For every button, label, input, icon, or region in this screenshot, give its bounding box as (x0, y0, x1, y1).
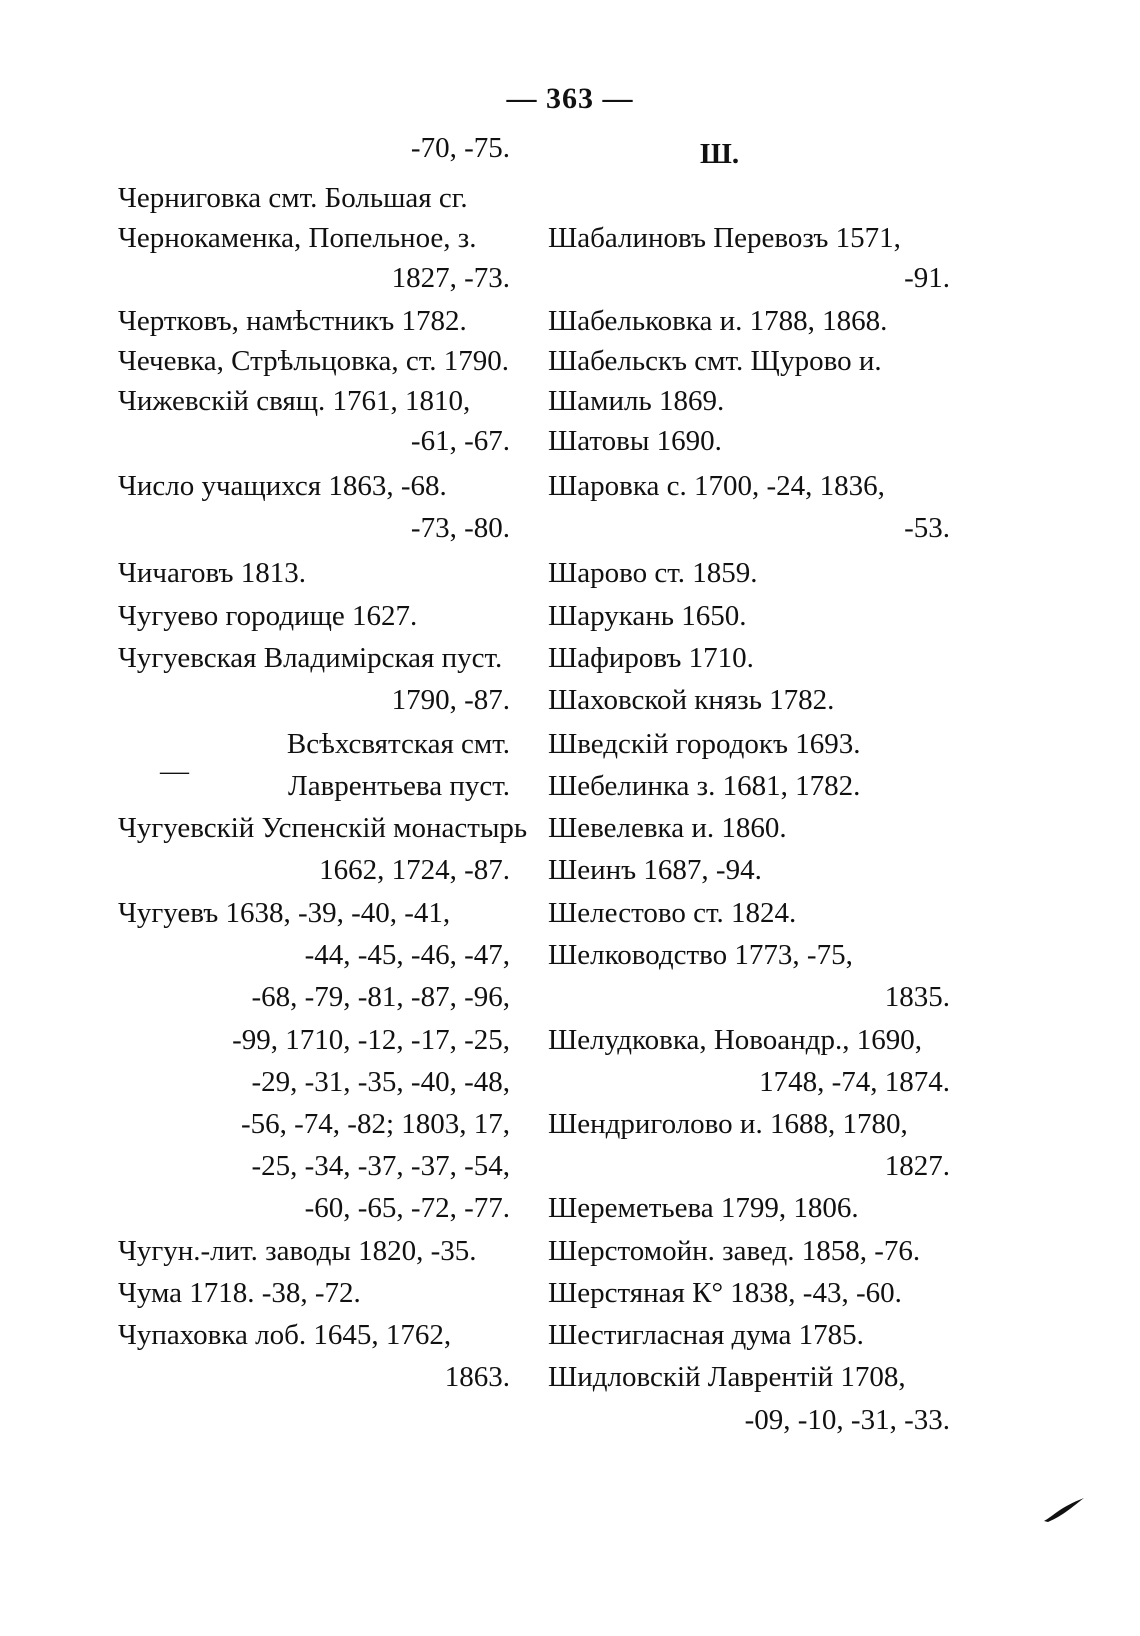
right-entry-6: Шатовы 1690. (548, 425, 722, 457)
right-entry-23: 1827. (884, 1150, 950, 1182)
right-entry-19: 1835. (884, 981, 950, 1013)
left-entry-10: -73, -80. (410, 512, 510, 544)
right-entry-28: Шидловскій Лаврентій 1708, (548, 1361, 906, 1393)
left-entry-8: -61, -67. (410, 425, 510, 457)
right-entry-3: Шабельковка и. 1788, 1868. (548, 305, 888, 337)
right-entry-1: Шабалиновъ Перевозъ 1571, (548, 222, 901, 254)
right-entry-16: Шеинъ 1687, -94. (548, 854, 762, 886)
left-entry-13: Чугуевская Владимірская пуст. (118, 642, 503, 674)
repeat-dash: — (160, 755, 189, 787)
right-entry-26: Шерстяная К° 1838, -43, -60. (548, 1277, 902, 1309)
left-entry-19: Чугуевъ 1638, -39, -40, -41, (118, 897, 451, 929)
right-entry-14: Шебелинка з. 1681, 1782. (548, 770, 861, 802)
right-entry-24: Шереметьева 1799, 1806. (548, 1192, 859, 1224)
left-entry-17: Чугуевскій Успенскій монастырь (118, 812, 528, 844)
left-entry-14: 1790, -87. (391, 684, 510, 716)
left-entry-28: Чума 1718. -38, -72. (118, 1277, 361, 1309)
left-entry-7: Чижевскій свящ. 1761, 1810, (118, 385, 471, 417)
left-entry-3: Чернокаменка, Попельное, з. (118, 222, 477, 254)
left-entry-4: 1827, -73. (391, 262, 510, 294)
ink-flourish-icon (1042, 1495, 1086, 1525)
left-entry-27: Чугун.-лит. заводы 1820, -35. (118, 1235, 477, 1267)
left-entry-20: -44, -45, -46, -47, (304, 939, 510, 971)
left-entry-1: -70, -75. (410, 132, 510, 164)
right-entry-11: Шафировъ 1710. (548, 642, 754, 674)
left-entry-29: Чупаховка лоб. 1645, 1762, (118, 1319, 452, 1351)
left-entry-18: 1662, 1724, -87. (319, 854, 510, 886)
right-entry-27: Шестигласная дума 1785. (548, 1319, 864, 1351)
left-entry-16: Лаврентьева пуст. (288, 770, 510, 802)
page-number: — 363 — (506, 82, 634, 115)
left-entry-2: Черниговка смт. Большая сг. (118, 182, 468, 214)
right-entry-18: Шелководство 1773, -75, (548, 939, 853, 971)
section-letter: Ш. (700, 138, 740, 170)
right-entry-2: -91. (904, 262, 950, 294)
right-entry-9: Шарово ст. 1859. (548, 557, 758, 589)
right-entry-13: Шведскій городокъ 1693. (548, 728, 861, 760)
right-entry-8: -53. (904, 512, 950, 544)
right-entry-10: Шарукань 1650. (548, 600, 747, 632)
right-entry-7: Шаровка с. 1700, -24, 1836, (548, 470, 885, 502)
right-entry-4: Шабельскъ смт. Щурово и. (548, 345, 882, 377)
right-entry-20: Шелудковка, Новоандр., 1690, (548, 1024, 922, 1056)
right-entry-22: Шендриголово и. 1688, 1780, (548, 1108, 908, 1140)
right-entry-25: Шерстомойн. завед. 1858, -76. (548, 1235, 921, 1267)
left-entry-23: -29, -31, -35, -40, -48, (251, 1066, 510, 1098)
right-entry-29: -09, -10, -31, -33. (744, 1404, 950, 1436)
right-entry-15: Шевелевка и. 1860. (548, 812, 787, 844)
left-entry-11: Чичаговъ 1813. (118, 557, 306, 589)
left-entry-21: -68, -79, -81, -87, -96, (251, 981, 510, 1013)
left-entry-6: Чечевка, Стрѣльцовка, ст. 1790. (118, 345, 509, 377)
left-entry-25: -25, -34, -37, -37, -54, (251, 1150, 510, 1182)
left-entry-26: -60, -65, -72, -77. (304, 1192, 510, 1224)
left-entry-12: Чугуево городище 1627. (118, 600, 418, 632)
right-entry-5: Шамиль 1869. (548, 385, 725, 417)
left-entry-15: Всѣхсвятская смт. (286, 728, 510, 760)
right-entry-21: 1748, -74, 1874. (759, 1066, 950, 1098)
right-entry-12: Шаховской князь 1782. (548, 684, 835, 716)
left-entry-9: Число учащихся 1863, -68. (118, 470, 447, 502)
right-entry-17: Шелестово ст. 1824. (548, 897, 797, 929)
left-entry-5: Чертковъ, намѣстникъ 1782. (118, 305, 467, 337)
left-entry-30: 1863. (444, 1361, 510, 1393)
left-entry-24: -56, -74, -82; 1803, 17, (240, 1108, 510, 1140)
left-entry-22: -99, 1710, -12, -17, -25, (232, 1024, 510, 1056)
